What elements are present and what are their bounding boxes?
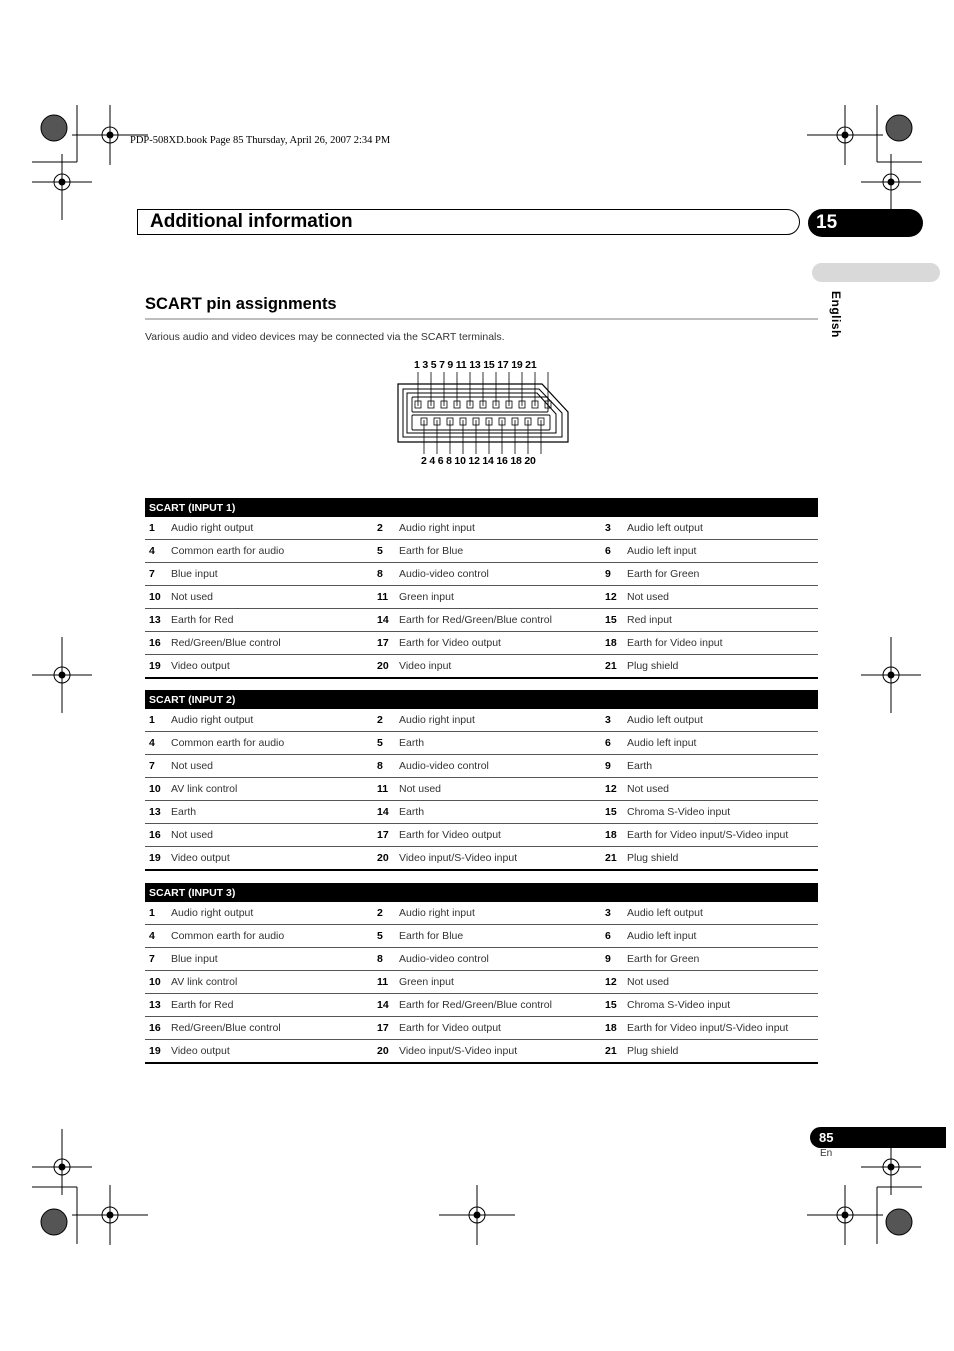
- pin-number: 10: [145, 586, 171, 609]
- pin-description: Audio left output: [627, 902, 818, 925]
- pin-number: 16: [145, 1017, 171, 1040]
- pin-number: 10: [145, 778, 171, 801]
- pin-number: 9: [601, 948, 627, 971]
- pin-number: 7: [145, 755, 171, 778]
- scart-table-2: [145, 690, 818, 871]
- pin-description: Audio left output: [627, 709, 818, 732]
- pin-description: AV link control: [171, 971, 373, 994]
- table-row: [145, 847, 818, 871]
- table-row: [145, 925, 818, 948]
- pin-description: Common earth for audio: [171, 732, 373, 755]
- book-info-line: PDP-508XD.book Page 85 Thursday, April 26, 2007 2:34 PM: [130, 135, 391, 146]
- pin-number: 1: [145, 709, 171, 732]
- pin-number: 10: [145, 971, 171, 994]
- pin-number: 16: [145, 824, 171, 847]
- pin-description: Video input/S-Video input: [399, 847, 601, 871]
- pin-number: 13: [145, 801, 171, 824]
- pin-number: 7: [145, 563, 171, 586]
- pin-number: 17: [373, 1017, 399, 1040]
- pin-number: 21: [601, 1040, 627, 1064]
- pin-description: Earth for Video output: [399, 1017, 601, 1040]
- pin-description: Red input: [627, 609, 818, 632]
- pin-number: 15: [601, 801, 627, 824]
- pin-number: 21: [601, 847, 627, 871]
- pin-number: 19: [145, 1040, 171, 1064]
- pin-description: Audio left input: [627, 732, 818, 755]
- table-row: [145, 778, 818, 801]
- pin-description: Red/Green/Blue control: [171, 1017, 373, 1040]
- bottom-pin-numbers: 2 4 6 8 10 12 14 16 18 20: [421, 455, 536, 467]
- pin-number: 13: [145, 609, 171, 632]
- pin-description: Earth for Video input: [627, 632, 818, 655]
- pin-number: 8: [373, 563, 399, 586]
- table-row: [145, 902, 818, 925]
- pin-number: 20: [373, 655, 399, 679]
- pin-description: AV link control: [171, 778, 373, 801]
- table-row: [145, 586, 818, 609]
- pin-number: 5: [373, 925, 399, 948]
- pin-description: Earth for Green: [627, 563, 818, 586]
- pin-description: Audio right output: [171, 517, 373, 540]
- pin-number: 4: [145, 925, 171, 948]
- pin-description: Green input: [399, 586, 601, 609]
- table-row: [145, 563, 818, 586]
- pin-number: 6: [601, 925, 627, 948]
- section-intro: Various audio and video devices may be connected via the SCART terminals.: [145, 331, 505, 343]
- pin-description: Not used: [627, 778, 818, 801]
- pin-description: Plug shield: [627, 1040, 818, 1064]
- pin-description: Audio right input: [399, 902, 601, 925]
- table-title: SCART (INPUT 2): [145, 690, 818, 709]
- pin-description: Video output: [171, 655, 373, 679]
- pin-description: Earth for Blue: [399, 540, 601, 563]
- pin-number: 1: [145, 517, 171, 540]
- pin-number: 9: [601, 755, 627, 778]
- pin-number: 17: [373, 824, 399, 847]
- pin-description: Audio-video control: [399, 755, 601, 778]
- pin-description: Not used: [171, 824, 373, 847]
- pin-description: Audio right input: [399, 517, 601, 540]
- page-language: En: [820, 1148, 833, 1159]
- pin-number: 13: [145, 994, 171, 1017]
- table-row: [145, 609, 818, 632]
- pin-description: Blue input: [171, 948, 373, 971]
- scart-table-1: [145, 498, 818, 679]
- pin-number: 2: [373, 902, 399, 925]
- pin-number: 15: [601, 994, 627, 1017]
- pin-description: Not used: [171, 755, 373, 778]
- pin-number: 6: [601, 732, 627, 755]
- table-row: [145, 1017, 818, 1040]
- pin-number: 6: [601, 540, 627, 563]
- pin-number: 19: [145, 655, 171, 679]
- language-label: English: [829, 291, 843, 338]
- table-row: [145, 801, 818, 824]
- pin-description: Audio left input: [627, 540, 818, 563]
- page-number: 85: [810, 1127, 946, 1148]
- pin-description: Audio left output: [627, 517, 818, 540]
- pin-number: 12: [601, 778, 627, 801]
- chapter-title: Additional information: [150, 211, 353, 232]
- pin-number: 3: [601, 709, 627, 732]
- pin-number: 3: [601, 902, 627, 925]
- pin-description: Earth for Red: [171, 609, 373, 632]
- pin-description: Chroma S-Video input: [627, 801, 818, 824]
- pin-description: Earth for Video output: [399, 824, 601, 847]
- pin-number: 18: [601, 632, 627, 655]
- pin-number: 7: [145, 948, 171, 971]
- pin-description: Earth for Blue: [399, 925, 601, 948]
- top-pin-numbers: 1 3 5 7 9 11 13 15 17 19 21: [414, 359, 537, 371]
- table-row: [145, 1040, 818, 1064]
- pin-number: 3: [601, 517, 627, 540]
- pin-number: 2: [373, 517, 399, 540]
- pin-number: 17: [373, 632, 399, 655]
- table-row: [145, 709, 818, 732]
- pin-description: Audio-video control: [399, 563, 601, 586]
- pin-number: 12: [601, 586, 627, 609]
- pin-description: Plug shield: [627, 847, 818, 871]
- pin-description: Not used: [399, 778, 601, 801]
- pin-number: 8: [373, 755, 399, 778]
- pin-description: Earth for Video input/S-Video input: [627, 824, 818, 847]
- pin-description: Video output: [171, 1040, 373, 1064]
- pin-description: Video output: [171, 847, 373, 871]
- scart-connector-diagram: [392, 372, 572, 454]
- table-title: SCART (INPUT 3): [145, 883, 818, 902]
- pin-description: Audio right output: [171, 902, 373, 925]
- section-title: SCART pin assignments: [145, 295, 337, 313]
- table-row: [145, 824, 818, 847]
- pin-description: Audio right input: [399, 709, 601, 732]
- pin-description: Earth: [171, 801, 373, 824]
- pin-description: Earth for Video output: [399, 632, 601, 655]
- pin-number: 15: [601, 609, 627, 632]
- table-row: [145, 655, 818, 679]
- table-row: [145, 948, 818, 971]
- pin-number: 20: [373, 1040, 399, 1064]
- pin-description: Not used: [171, 586, 373, 609]
- pin-number: 18: [601, 1017, 627, 1040]
- pin-number: 9: [601, 563, 627, 586]
- table-row: [145, 540, 818, 563]
- language-tab: [812, 263, 940, 282]
- pin-number: 18: [601, 824, 627, 847]
- table-row: [145, 732, 818, 755]
- pin-number: 4: [145, 540, 171, 563]
- table-row: [145, 994, 818, 1017]
- pin-description: Earth for Red: [171, 994, 373, 1017]
- pin-number: 11: [373, 586, 399, 609]
- pin-number: 12: [601, 971, 627, 994]
- pin-description: Earth for Video input/S-Video input: [627, 1017, 818, 1040]
- table-title: SCART (INPUT 1): [145, 498, 818, 517]
- pin-description: Video input/S-Video input: [399, 1040, 601, 1064]
- pin-number: 11: [373, 778, 399, 801]
- pin-description: Chroma S-Video input: [627, 994, 818, 1017]
- pin-number: 5: [373, 540, 399, 563]
- section-divider: [145, 318, 818, 320]
- pin-description: Audio-video control: [399, 948, 601, 971]
- pin-description: Earth for Red/Green/Blue control: [399, 609, 601, 632]
- pin-number: 2: [373, 709, 399, 732]
- pin-description: Common earth for audio: [171, 540, 373, 563]
- pin-number: 21: [601, 655, 627, 679]
- scart-table-3: [145, 883, 818, 1064]
- pin-description: Earth for Red/Green/Blue control: [399, 994, 601, 1017]
- pin-description: Common earth for audio: [171, 925, 373, 948]
- table-row: [145, 755, 818, 778]
- pin-description: Video input: [399, 655, 601, 679]
- pin-number: 1: [145, 902, 171, 925]
- pin-description: Earth: [627, 755, 818, 778]
- pin-number: 8: [373, 948, 399, 971]
- pin-description: Earth: [399, 732, 601, 755]
- pin-description: Blue input: [171, 563, 373, 586]
- pin-description: Not used: [627, 971, 818, 994]
- pin-number: 19: [145, 847, 171, 871]
- pin-number: 14: [373, 801, 399, 824]
- pin-description: Not used: [627, 586, 818, 609]
- table-row: [145, 517, 818, 540]
- pin-number: 4: [145, 732, 171, 755]
- pin-number: 14: [373, 994, 399, 1017]
- pin-description: Plug shield: [627, 655, 818, 679]
- pin-description: Earth for Green: [627, 948, 818, 971]
- pin-number: 20: [373, 847, 399, 871]
- pin-number: 5: [373, 732, 399, 755]
- pin-description: Red/Green/Blue control: [171, 632, 373, 655]
- pin-description: Earth: [399, 801, 601, 824]
- pin-description: Audio right output: [171, 709, 373, 732]
- pin-number: 11: [373, 971, 399, 994]
- pin-description: Green input: [399, 971, 601, 994]
- table-row: [145, 971, 818, 994]
- table-row: [145, 632, 818, 655]
- pin-number: 16: [145, 632, 171, 655]
- pin-number: 14: [373, 609, 399, 632]
- chapter-number-badge: 15: [808, 209, 923, 237]
- pin-description: Audio left input: [627, 925, 818, 948]
